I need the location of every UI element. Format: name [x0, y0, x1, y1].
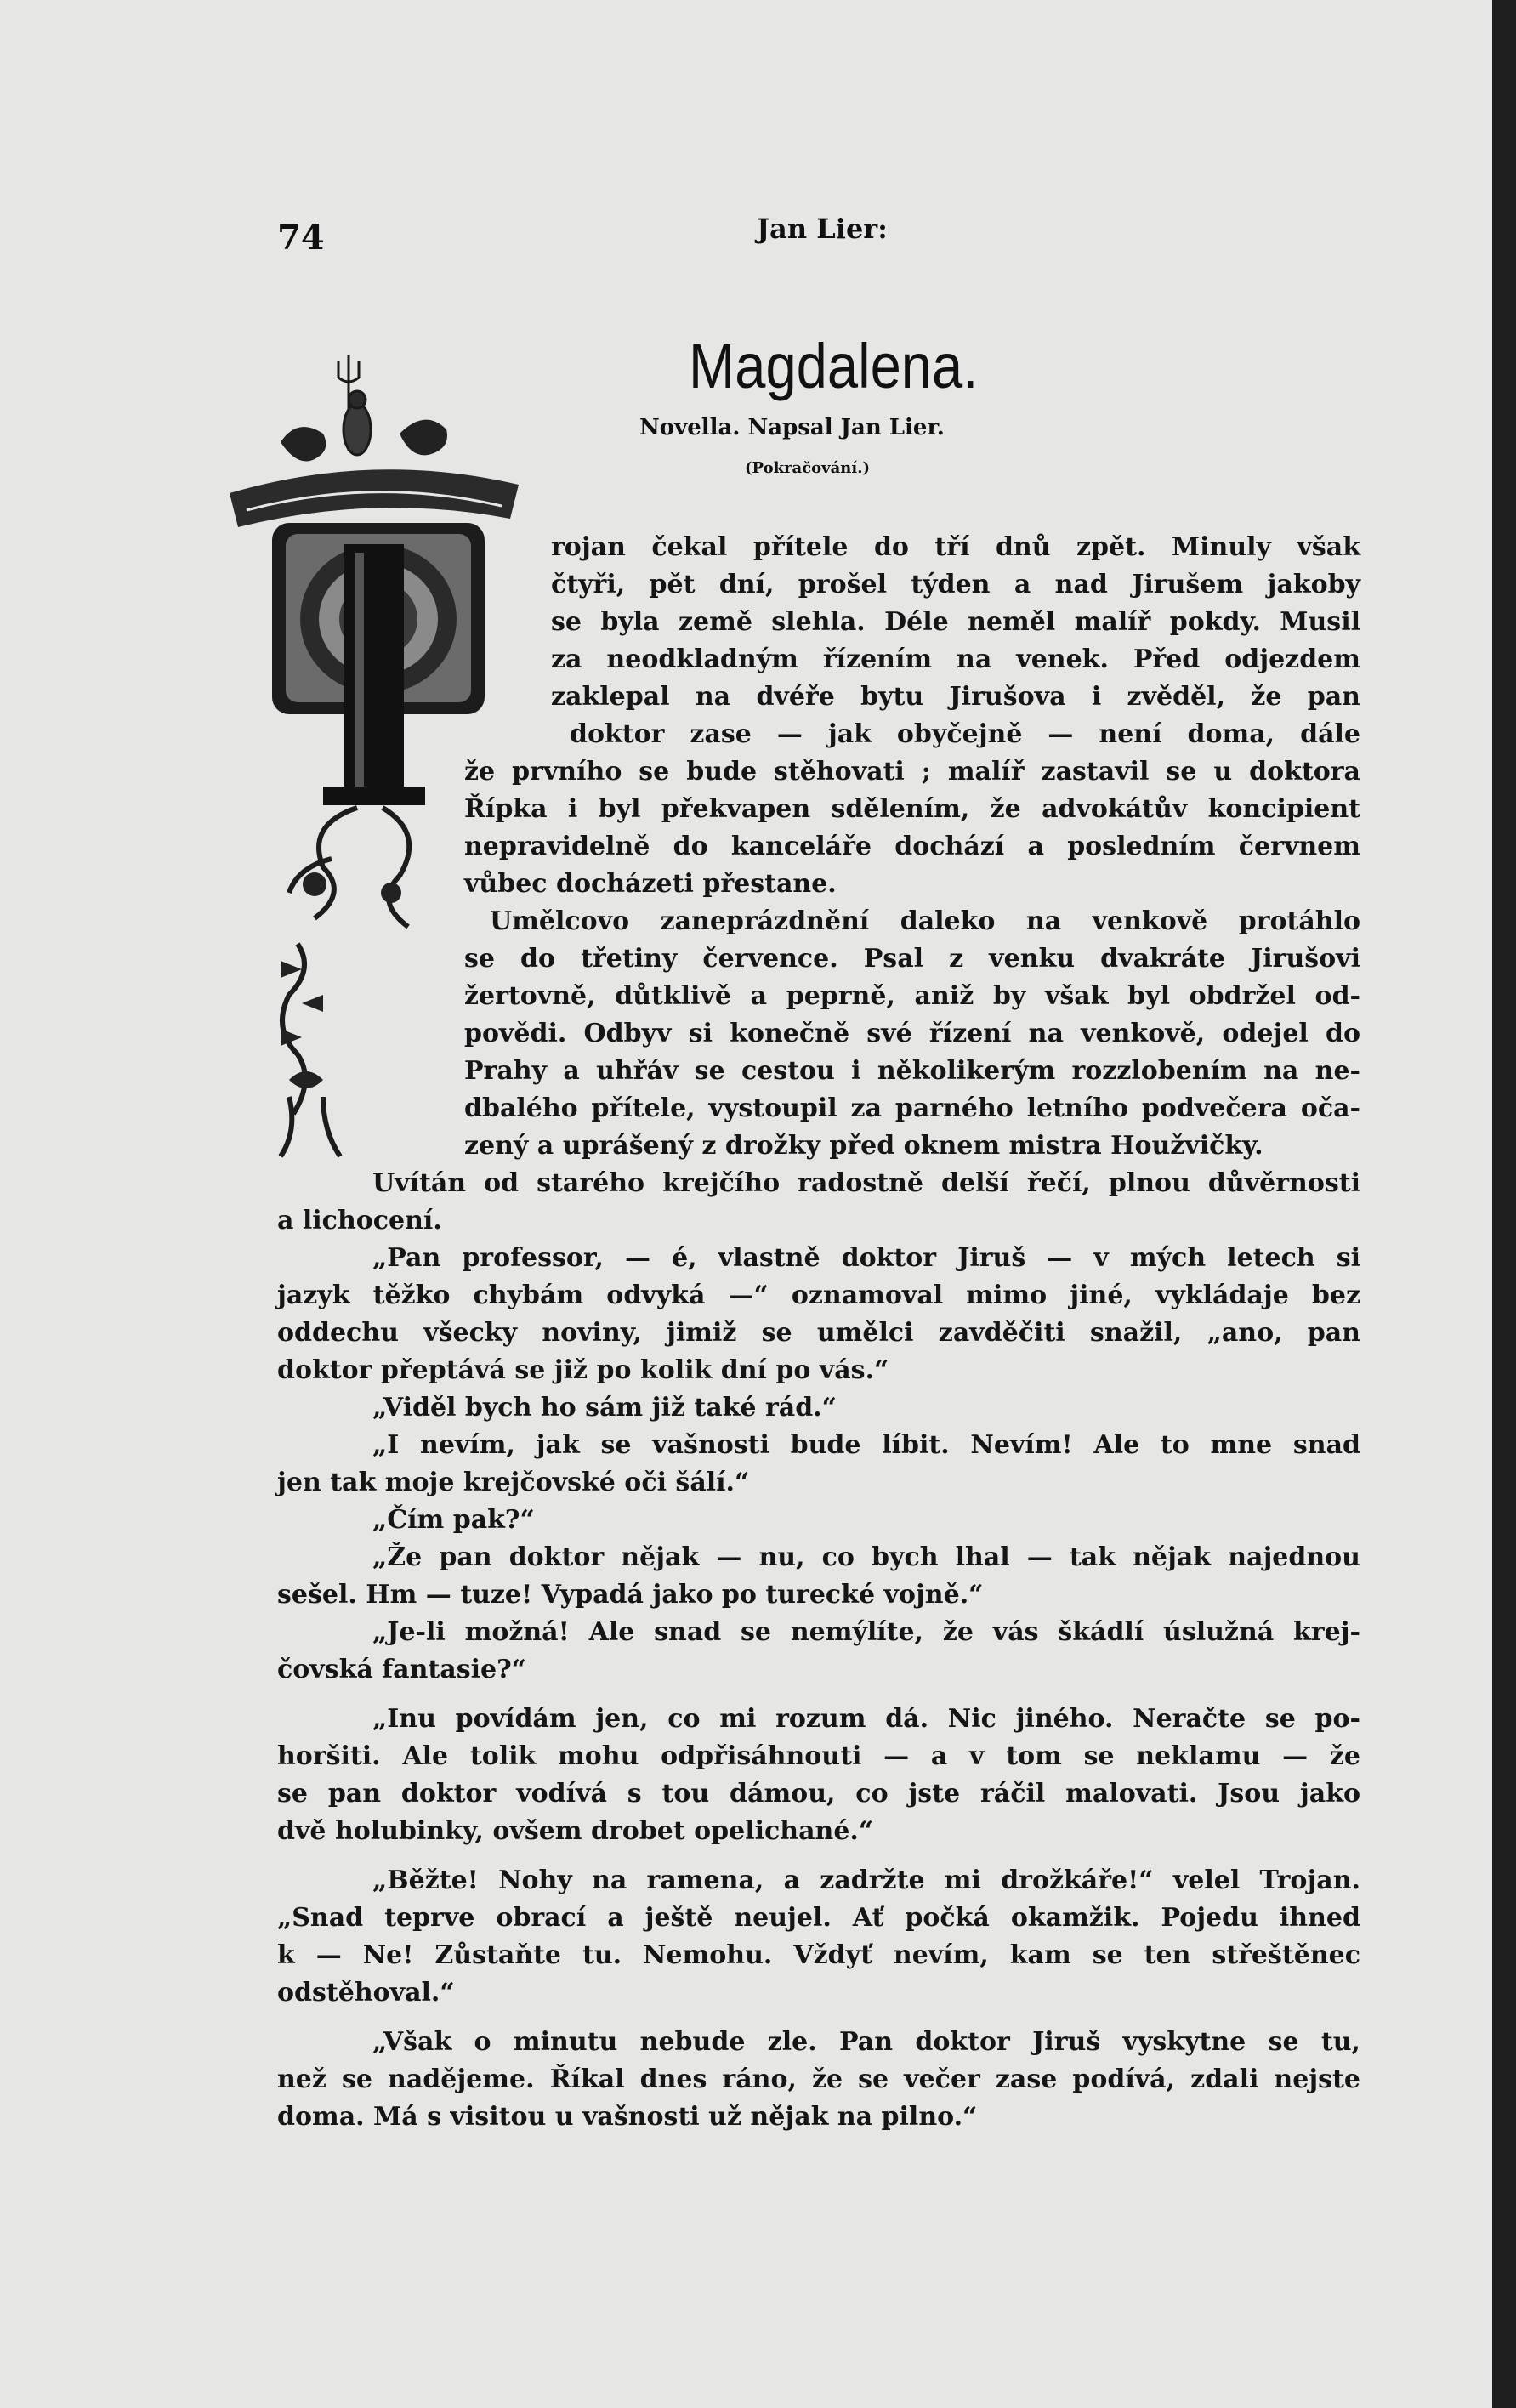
text-line: jen tak moje krejčovské oči šálí.“ — [277, 1468, 750, 1497]
text-line: zený a uprášený z drožky před oknem mistra Houžvičky. — [464, 1131, 1263, 1161]
page-number: 74 — [277, 218, 325, 258]
text-line: Prahy a uhřáv se cestou i několikerým rozzlobením na ne- — [464, 1056, 1360, 1086]
text-line: doktor zase — jak obyčejně — není doma, dále — [570, 719, 1360, 749]
text-line: „Je-li možná! Ale snad se nemýlíte, že vás škádlí úslužná krej- — [372, 1617, 1360, 1647]
text-line: jazyk těžko chybám odvyká —“ oznamoval mimo jiné, vykládaje bez — [277, 1281, 1360, 1310]
text-line: rojan čekal přítele do tří dnů zpět. Minuly však — [551, 532, 1360, 562]
text-line: k — Ne! Zůstaňte tu. Nemohu. Vždyť nevím, kam se ten střeštěnec — [277, 1940, 1360, 1970]
text-line: se byla země slehla. Déle neměl malíř pokdy. Musil — [551, 607, 1360, 637]
text-line: nepravidelně do kanceláře dochází a posledním červnem — [464, 832, 1360, 861]
running-head: Jan Lier: — [757, 213, 888, 245]
text-line: povědi. Odbyv si konečně své řízení na venkově, odejel do — [464, 1019, 1360, 1048]
text-line: „Pan professor, — é, vlastně doktor Jiruš — v mých letech si — [372, 1243, 1360, 1273]
text-line: a lichocení. — [277, 1206, 442, 1235]
text-line: „Běžte! Nohy na ramena, a zadržte mi drožkáře!“ velel Trojan. — [372, 1866, 1360, 1895]
text-line: odstěhoval.“ — [277, 1978, 455, 2008]
text-line: doma. Má s visitou u vašnosti už nějak na pilno.“ — [277, 2102, 978, 2132]
text-line: žertovně, důtklivě a peprně, aniž by však byl obdržel od- — [464, 981, 1360, 1011]
text-line: sešel. Hm — tuze! Vypadá jako po turecké vojně.“ — [277, 1580, 984, 1610]
continued-note: (Pokračování.) — [745, 459, 870, 477]
text-line: Umělcovo zaneprázdnění daleko na venkově protáhlo — [490, 906, 1360, 936]
text-line: doktor přeptává se již po kolik dní po vás.“ — [277, 1355, 889, 1385]
text-line: horšiti. Ale tolik mohu odpřisáhnouti — a v tom se neklamu — že — [277, 1741, 1360, 1771]
text-line: „Však o minutu nebude zle. Pan doktor Jiruš vyskytne se tu, — [372, 2027, 1360, 2057]
text-line: „Inu povídám jen, co mi rozum dá. Nic jiného. Neračte se po- — [372, 1704, 1360, 1734]
text-line: Řípka i byl překvapen sdělením, že advokátův koncipient — [464, 794, 1360, 824]
text-line: zaklepal na dvéře bytu Jirušova i zvěděl, že pan — [551, 682, 1360, 712]
text-line: „Viděl bych ho sám již také rád.“ — [372, 1393, 837, 1423]
text-line: čovská fantasie?“ — [277, 1655, 526, 1684]
chapter-title: Magdalena. — [689, 331, 979, 401]
text-line: oddechu všecky noviny, jimiž se umělci zavděčiti snažil, „ano, pan — [277, 1318, 1360, 1348]
text-line: vůbec docházeti přestane. — [464, 869, 837, 899]
text-line: Uvítán od starého krejčího radostně delší řečí, plnou důvěrnosti — [372, 1168, 1360, 1198]
text-line: že prvního se bude stěhovati ; malíř zastavil se u doktora — [464, 757, 1360, 787]
text-line: dbalého přítele, vystoupil za parného letního podvečera oča- — [464, 1093, 1360, 1123]
text-line: než se nadějeme. Říkal dnes ráno, že se večer zase podívá, zdali nejste — [277, 2064, 1360, 2094]
scan-edge — [1492, 0, 1516, 2408]
text-line: „Čím pak?“ — [372, 1505, 535, 1535]
text-line: se do třetiny července. Psal z venku dvakráte Jirušovi — [464, 944, 1360, 974]
text-line: „I nevím, jak se vašnosti bude líbit. Nevím! Ale to mne snad — [372, 1430, 1360, 1460]
text-line: „Že pan doktor nějak — nu, co bych lhal — tak nějak najednou — [372, 1542, 1360, 1572]
text-line: čtyři, pět dní, prošel týden a nad Jirušem jakoby — [551, 570, 1360, 599]
text-line: dvě holubinky, ovšem drobet opelichané.“ — [277, 1816, 874, 1846]
text-line: za neodkladným řízením na venek. Před odjezdem — [551, 645, 1360, 674]
chapter-subtitle: Novella. Napsal Jan Lier. — [639, 415, 945, 440]
text-line: „Snad teprve obrací a ještě neujel. Ať počká okamžik. Pojedu ihned — [277, 1903, 1360, 1933]
text-line: se pan doktor vodívá s tou dámou, co jste ráčil malovati. Jsou jako — [277, 1779, 1360, 1809]
